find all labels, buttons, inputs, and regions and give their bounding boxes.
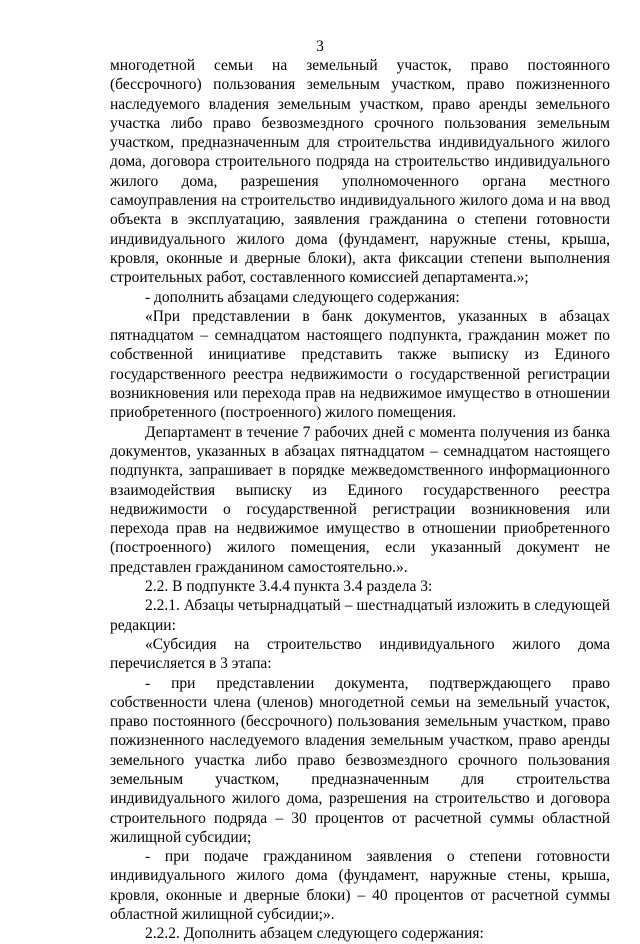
paragraph: - при представлении документа, подтверждающего право собственности члена (членов) многодетной семьи на земельный участок, право постоянного (бессрочного) пользования земельным участком, право пожизненного наследуемого владения земельным участком, право аренды земельного участка либо право безвозмездного срочного пользования земельным участком, предназначенным для строительства индивидуального жилого дома, разрешения на строительство и договора строительного подряда – 30 процентов от расчетной суммы областной жилищной субсидии; — [110, 674, 610, 846]
paragraph: 2.2.1. Абзацы четырнадцатый – шестнадцатый изложить в следующей редакции: — [110, 597, 610, 634]
paragraph: «При представлении в банк документов, указанных в абзацах пятнадцатом – семнадцатом настоящего подпункта, гражданин может по собственной инициативе представить также выписку из Единого государственного реестра недвижимости о государственной регистрации возникновения или перехода прав на недвижимое имущество в отношении приобретенного (построенного) жилого помещения. — [110, 307, 610, 422]
paragraph: 2.2. В подпункте 3.4.4 пункта 3.4 раздела 3: — [145, 578, 433, 596]
paragraph: 2.2.2. Дополнить абзацем следующего содержания: — [145, 925, 484, 943]
paragraph-continuation: многодетной семьи на земельный участок, право постоянного (бессрочного) пользования земельным участком, право пожизненного наследуемого владения земельным участком, право аренды земельного участка либо право безвозмездного срочного пользования земельным участком, предназначенным для строительства индивидуального жилого дома, договора строительного подряда на строительство индивидуального жилого дома, разрешения уполномоченного органа местного самоуправления на строительство индивидуального жилого дома и на ввод объекта в эксплуатацию, заявления гражданина о степени готовности индивидуального жилого дома (фундамент, наружные стены, крыша, кровля, оконные и дверные блоки), акта фиксации степени выполнения строительных работ, составленного комиссией департамента.»; — [110, 57, 610, 287]
paragraph: - дополнить абзацами следующего содержания: — [145, 288, 460, 306]
paragraph: Департамент в течение 7 рабочих дней с момента получения из банка документов, указанных в абзацах пятнадцатом – семнадцатом настоящего подпункта, запрашивает в порядке межведомственного информационного взаимодействия выписку из Единого государственного реестра недвижимости о государственной регистрации возникновения или перехода прав на недвижимое имущество в отношении приобретенного (построенного) жилого помещения, если указанный документ не представлен гражданином самостоятельно.». — [110, 423, 610, 576]
paragraph: «Субсидия на строительство индивидуального жилого дома перечисляется в 3 этапа: — [110, 635, 610, 673]
page-number: 3 — [316, 38, 324, 55]
document-body — [110, 56, 610, 944]
paragraph: - при подаче гражданином заявления о степени готовности индивидуального жилого дома (фундамент, наружные стены, крыша, кровля, оконные и дверные блоки) – 40 процентов от расчетной суммы областной жилищной субсидии;». — [110, 848, 610, 924]
